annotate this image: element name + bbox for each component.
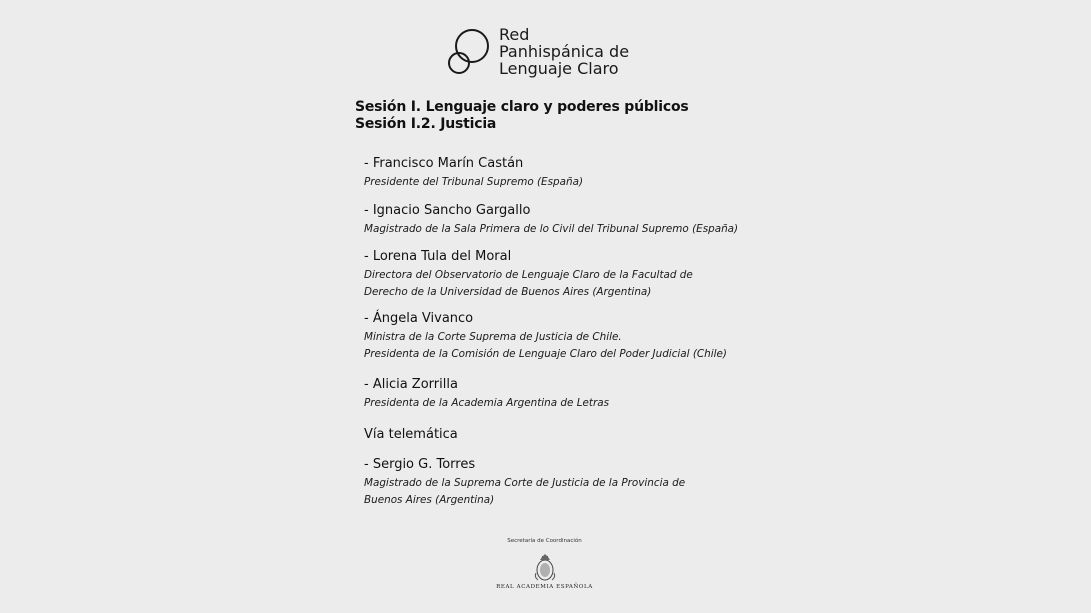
footer-academy: REAL ACADEMIA ESPAÑOLA — [496, 584, 593, 590]
speaker-role: Directora del Observatorio de Lenguaje Claro de la Facultad de — [364, 269, 693, 281]
speaker-name: - Ángela Vivanco — [364, 311, 474, 326]
speaker-entry — [364, 377, 609, 412]
session-title: Sesión I. Lenguaje claro y poderes públicos — [355, 99, 689, 115]
logo-line-3: Lenguaje Claro — [499, 59, 619, 78]
overlapping-circles-logo-icon — [446, 26, 494, 76]
speaker-name: - Ignacio Sancho Gargallo — [364, 203, 531, 218]
speaker-name: - Sergio G. Torres — [364, 457, 476, 472]
speaker-role: Presidente del Tribunal Supremo (España) — [364, 176, 583, 188]
speaker-role: Presidenta de la Academia Argentina de Letras — [364, 397, 610, 409]
rae-crest-icon — [533, 553, 557, 583]
speaker-name: - Francisco Marín Castán — [364, 156, 524, 171]
speaker-entry — [364, 156, 583, 191]
logo-text — [499, 26, 629, 77]
speaker-role: Buenos Aires (Argentina) — [364, 494, 495, 506]
speaker-role: Presidenta de la Comisión de Lenguaje Claro del Poder Judicial (Chile) — [364, 348, 727, 360]
speaker-entry — [364, 249, 693, 301]
speaker-role: Derecho de la Universidad de Buenos Aires (Argentina) — [364, 286, 652, 298]
remote-label: Vía telemática — [364, 427, 458, 442]
footer-label: Secretaría de Coordinación — [507, 538, 582, 544]
speaker-entry — [364, 203, 738, 238]
speaker-name: - Lorena Tula del Moral — [364, 249, 512, 264]
speaker-entry — [364, 457, 685, 509]
speaker-name: - Alicia Zorrilla — [364, 377, 458, 392]
speaker-role: Ministra de la Corte Suprema de Justicia de Chile. — [364, 331, 622, 343]
speaker-entry — [364, 311, 727, 363]
logo-line-1: Red — [499, 25, 530, 44]
speaker-role: Magistrado de la Suprema Corte de Justicia de la Provincia de — [364, 477, 686, 489]
session-titles — [355, 99, 689, 133]
logo-line-2: Panhispánica de — [499, 42, 630, 61]
session-subtitle: Sesión I.2. Justicia — [355, 116, 497, 132]
speaker-role: Magistrado de la Sala Primera de lo Civil del Tribunal Supremo (España) — [364, 223, 739, 235]
logo — [446, 26, 666, 82]
